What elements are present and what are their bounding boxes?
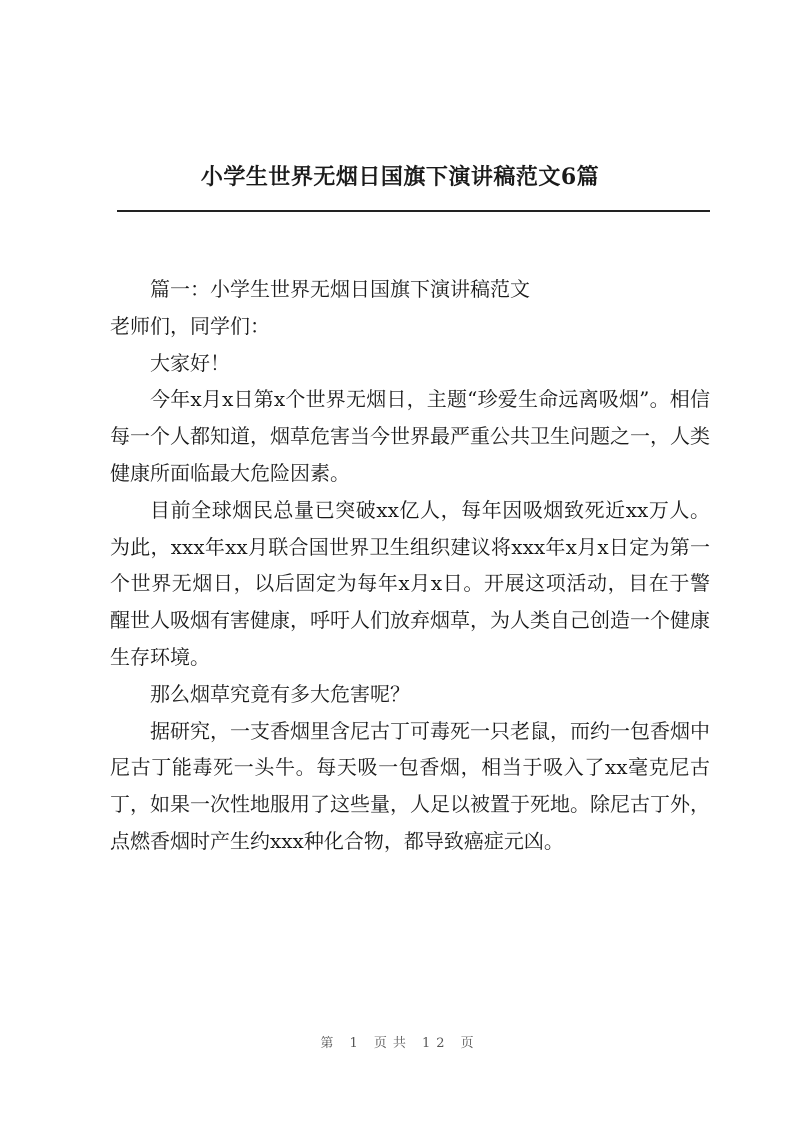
body-paragraph-question: 那么烟草究竟有多大危害呢？	[150, 681, 410, 706]
body-paragraph-research: 据研究，一支香烟里含尼古丁可毒死一只老鼠，而约一包香烟中尼古丁能毒死一头牛。每天吸一包香烟，相当于吸入了xx毫克尼古丁，如果一次性地服用了这些量，人足以被置于死地。除尼古丁外，点燃香烟时产生约xxx种化合物，都导致癌症元凶。	[110, 718, 710, 853]
body-paragraph-statistics: 目前全球烟民总量已突破xx亿人，每年因吸烟致死近xx万人。为此，xxx年xx月联合国世界卫生组织建议将xxx年x月x日定为第一个世界无烟日，以后固定为每年x月x日。开展这项活动，目在于警醒世人吸烟有害健康，呼吁人们放弃烟草，为人类自己创造一个健康生存环境。	[110, 497, 710, 669]
body-paragraph-greeting: 大家好！	[150, 350, 230, 375]
title-underline	[117, 210, 710, 212]
body-paragraph-theme: 今年x月x日第x个世界无烟日，主题“珍爱生命远离吸烟”。相信每一个人都知道，烟草危害当今世界最严重公共卫生问题之一，人类健康所面临最大危险因素。	[110, 387, 710, 485]
page-number-footer: 第 1 页共 12 页	[320, 1036, 480, 1051]
document-title: 小学生世界无烟日国旗下演讲稿范文6篇	[200, 164, 600, 190]
document-body	[110, 271, 710, 860]
body-paragraph-section-heading: 篇一：小学生世界无烟日国旗下演讲稿范文	[150, 277, 530, 301]
body-paragraph-salutation: 老师们，同学们：	[110, 313, 270, 338]
